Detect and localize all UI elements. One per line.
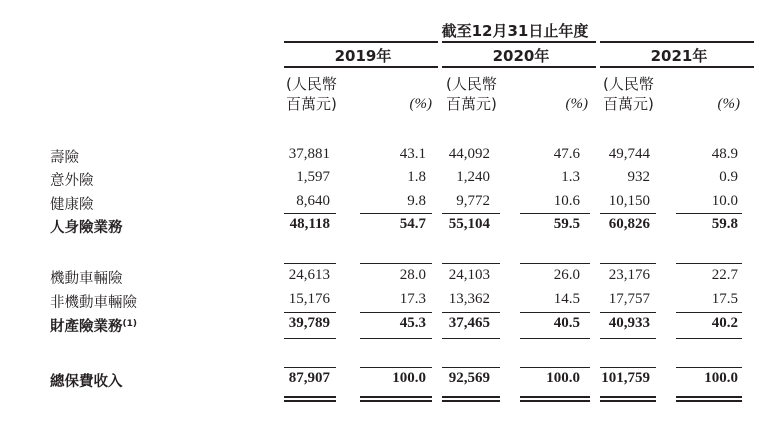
table-cell: 1.8 xyxy=(407,169,426,185)
table-cell: 44,092 xyxy=(448,146,490,162)
total-double-rule xyxy=(520,396,590,402)
table-cell: 49,744 xyxy=(608,146,650,162)
subtotal-rule xyxy=(520,338,590,339)
year-2019-underline xyxy=(284,66,438,68)
subtotal-rule xyxy=(520,312,590,313)
row-label: 財產險業務$^{(1)}$ xyxy=(50,319,137,335)
table-cell: 100.0 xyxy=(546,370,580,386)
year-2021-header: 2021年 xyxy=(650,47,708,65)
subtotal-rule xyxy=(600,263,656,264)
table-cell: 100.0 xyxy=(392,370,426,386)
period-heading: 截至12月31日止年度 xyxy=(441,22,589,40)
year-2020-underline xyxy=(442,66,596,68)
subtotal-rule xyxy=(360,367,432,368)
table-cell: 87,907 xyxy=(288,370,330,386)
table-cell: 23,176 xyxy=(608,267,650,283)
row-label: 總保費收入 xyxy=(50,374,123,390)
table-cell: 39,789 xyxy=(288,315,330,331)
subtotal-rule xyxy=(360,263,432,264)
year-2021-underline xyxy=(600,66,754,68)
table-cell: 10.0 xyxy=(711,193,738,209)
table-cell: 37,881 xyxy=(288,146,330,162)
subtotal-rule xyxy=(442,312,500,313)
row-label: 意外險 xyxy=(50,173,94,189)
table-cell: 24,103 xyxy=(448,267,490,283)
footnote-marker: (1) xyxy=(122,319,137,329)
subtotal-rule xyxy=(284,263,336,264)
table-cell: 54.7 xyxy=(399,216,426,232)
table-cell: 1,240 xyxy=(456,169,490,185)
table-cell: 14.5 xyxy=(553,291,580,307)
year-2020-rule xyxy=(442,41,596,43)
table-cell: 8,640 xyxy=(296,193,330,209)
table-cell: 17.3 xyxy=(399,291,426,307)
subtotal-rule xyxy=(600,213,656,214)
subtotal-rule xyxy=(600,367,656,368)
subtotal-rule xyxy=(676,338,742,339)
subtotal-rule xyxy=(284,338,336,339)
pct-header-2020: (%) xyxy=(565,96,588,112)
table-cell: 37,465 xyxy=(448,315,490,331)
table-cell: 22.7 xyxy=(711,267,738,283)
subtotal-rule xyxy=(520,263,590,264)
total-double-rule xyxy=(600,396,656,402)
table-cell: 45.3 xyxy=(399,315,426,331)
table-cell: 17.5 xyxy=(711,291,738,307)
row-label: 人身險業務 xyxy=(50,220,123,236)
table-cell: 9,772 xyxy=(456,193,490,209)
subtotal-rule xyxy=(520,367,590,368)
table-cell: 10.6 xyxy=(553,193,580,209)
year-2021-rule xyxy=(600,41,754,43)
table-cell: 40.5 xyxy=(553,315,580,331)
subtotal-rule xyxy=(284,312,336,313)
table-cell: 40,933 xyxy=(608,315,650,331)
table-cell: 0.9 xyxy=(719,169,738,185)
table-cell: 92,569 xyxy=(448,370,490,386)
table-cell: 1,597 xyxy=(296,169,330,185)
table-cell: 47.6 xyxy=(553,146,580,162)
total-double-rule xyxy=(676,396,742,402)
table-cell: 1.3 xyxy=(561,169,580,185)
table-cell: 28.0 xyxy=(399,267,426,283)
subtotal-rule xyxy=(360,213,432,214)
total-double-rule xyxy=(360,396,432,402)
year-2019-rule xyxy=(284,41,438,43)
subtotal-rule xyxy=(442,338,500,339)
row-label: 非機動車輛險 xyxy=(50,295,137,311)
year-2019-header: 2019年 xyxy=(334,47,392,65)
total-double-rule xyxy=(284,396,336,402)
table-cell: 43.1 xyxy=(399,146,426,162)
unit-header-2019: (人民幣 百萬元) xyxy=(286,75,337,113)
subtotal-rule xyxy=(360,312,432,313)
total-double-rule xyxy=(442,396,500,402)
pct-header-2021: (%) xyxy=(717,96,740,112)
subtotal-rule xyxy=(676,263,742,264)
table-cell: 932 xyxy=(627,169,650,185)
subtotal-rule xyxy=(676,367,742,368)
row-label: 健康險 xyxy=(50,197,94,213)
subtotal-rule xyxy=(676,312,742,313)
unit-header-2020: (人民幣 百萬元) xyxy=(446,75,497,113)
table-cell: 9.8 xyxy=(407,193,426,209)
subtotal-rule xyxy=(442,263,500,264)
table-cell: 13,362 xyxy=(448,291,490,307)
row-label: 壽險 xyxy=(50,150,79,166)
table-cell: 100.0 xyxy=(704,370,738,386)
subtotal-rule xyxy=(284,367,336,368)
subtotal-rule xyxy=(360,338,432,339)
unit-header-2021: (人民幣 百萬元) xyxy=(603,75,654,113)
subtotal-rule xyxy=(676,213,742,214)
table-cell: 15,176 xyxy=(288,291,330,307)
table-cell: 24,613 xyxy=(288,267,330,283)
year-2020-header: 2020年 xyxy=(492,47,550,65)
table-cell: 101,759 xyxy=(601,370,650,386)
table-cell: 55,104 xyxy=(448,216,490,232)
subtotal-rule xyxy=(520,213,590,214)
table-cell: 26.0 xyxy=(553,267,580,283)
subtotal-rule xyxy=(284,213,336,214)
table-cell: 60,826 xyxy=(608,216,650,232)
table-cell: 10,150 xyxy=(608,193,650,209)
table-cell: 48.9 xyxy=(711,146,738,162)
table-cell: 59.5 xyxy=(553,216,580,232)
subtotal-rule xyxy=(600,338,656,339)
table-cell: 48,118 xyxy=(289,216,330,232)
pct-header-2019: (%) xyxy=(409,96,432,112)
table-cell: 17,757 xyxy=(608,291,650,307)
subtotal-rule xyxy=(442,367,500,368)
subtotal-rule xyxy=(600,312,656,313)
table-cell: 59.8 xyxy=(711,216,738,232)
row-label: 機動車輛險 xyxy=(50,271,123,287)
table-cell: 40.2 xyxy=(711,315,738,331)
subtotal-rule xyxy=(442,213,500,214)
